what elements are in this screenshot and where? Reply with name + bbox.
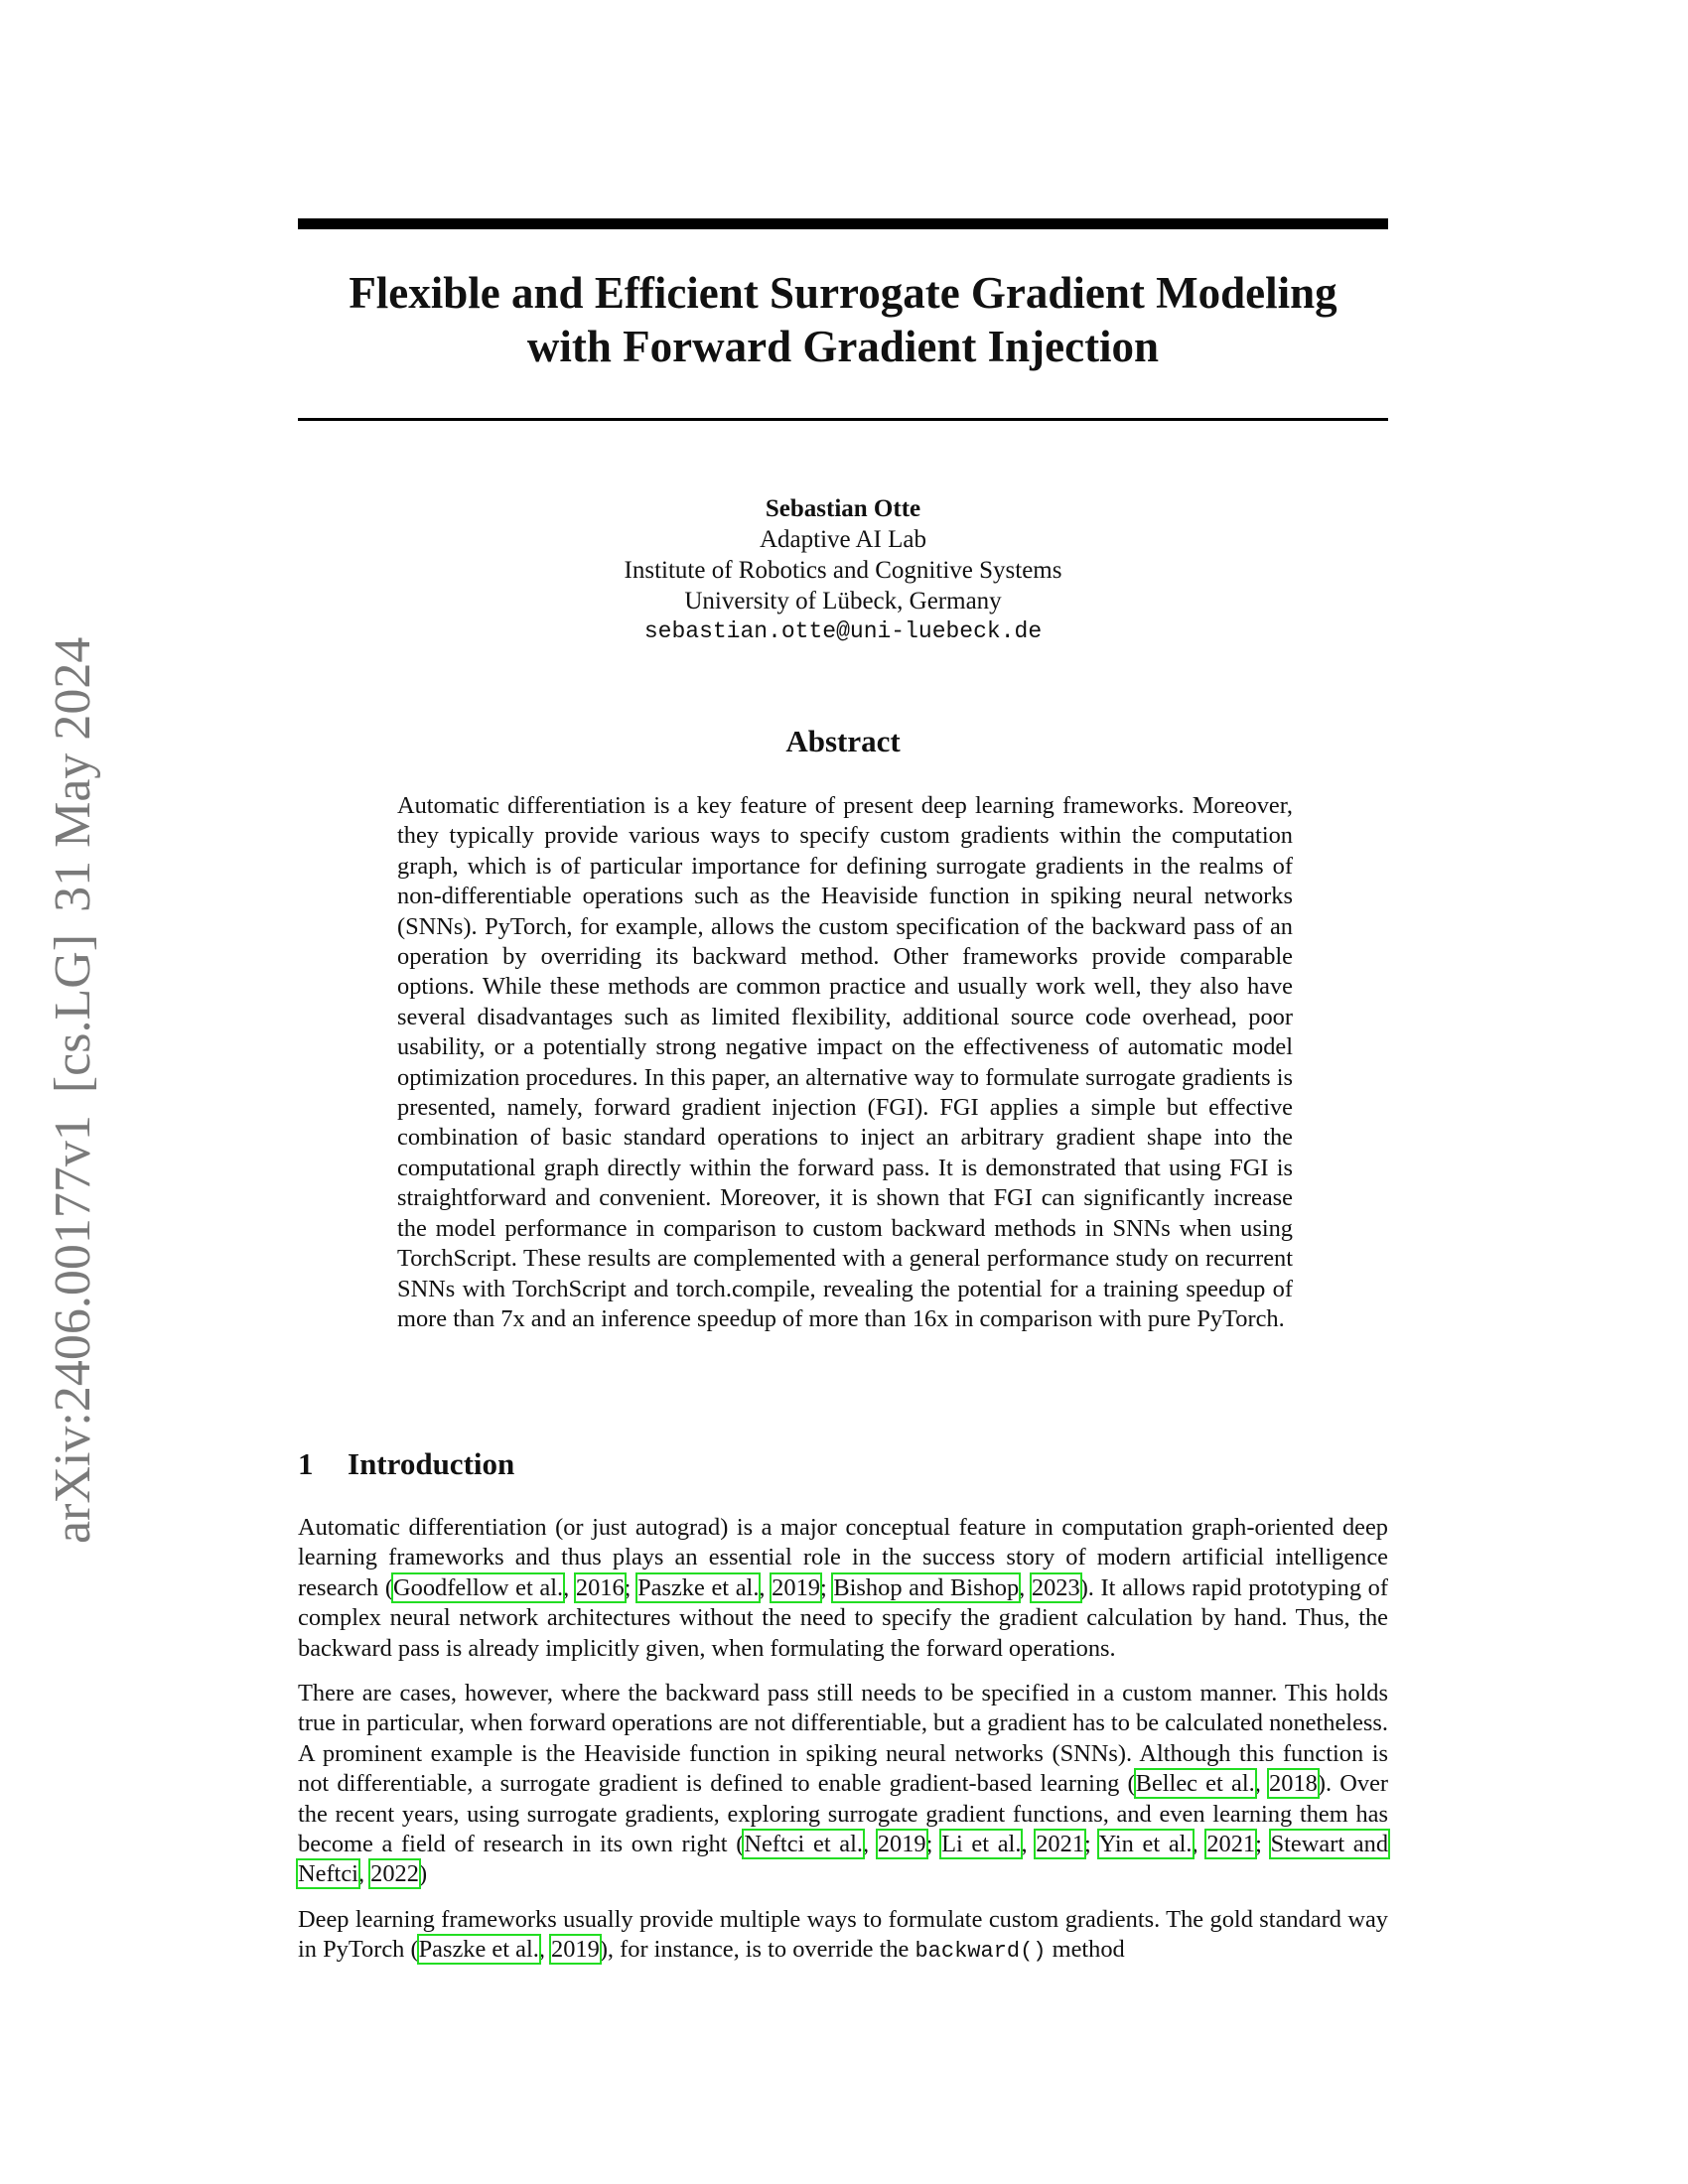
citation-link-goodfellow[interactable]: Goodfellow et al. (393, 1573, 564, 1601)
paragraph-text: ) (418, 1860, 428, 1888)
paragraph-text: Automatic differentiation (or just autograd) is a major conceptual feature in computation graph-oriented deep learning frameworks and thus plays an essential role in the success story of modern artificial intelligence research ( (298, 1514, 1388, 1601)
citation-year-link[interactable]: 2019 (877, 1831, 926, 1858)
citation-separator: , (1254, 1770, 1270, 1798)
citation-separator: , (759, 1573, 773, 1601)
citation-link-paszke[interactable]: Paszke et al. (418, 1936, 539, 1964)
introduction-body (298, 1513, 1388, 1982)
section-number: 1 (298, 1446, 314, 1481)
citation-separator: , (1019, 1573, 1032, 1601)
citation-link-stewart[interactable]: Stewart and Neftci (298, 1831, 1389, 1888)
section-heading-introduction (298, 1446, 514, 1482)
title-line-2: with Forward Gradient Injection (526, 322, 1160, 371)
affiliation-university: University of Lübeck, Germany (684, 588, 1002, 614)
paragraph-text: There are cases, however, where the backward pass still needs to be specified in a custom manner. This holds true in particular, when forward operations are not differentiable, but a gradient has to be calculated nonetheless. A prominent example is the Heaviside function in spiking neural networks (SNNs). Although this function is not differentiable, a surrogate gradient is defined to enable gradient-based learning ( (298, 1680, 1388, 1798)
citation-separator: ; (925, 1831, 942, 1858)
title-line-1: Flexible and Efficient Surrogate Gradient Modeling (349, 268, 1337, 318)
citation-link-bellec[interactable]: Bellec et al. (1135, 1770, 1255, 1798)
affiliation-lab: Adaptive AI Lab (759, 526, 926, 553)
arxiv-date: 31 May 2024 (45, 636, 101, 912)
citation-year-link[interactable]: 2022 (370, 1860, 419, 1888)
author-email[interactable]: sebastian.otte@uni-luebeck.de (643, 618, 1043, 644)
paragraph-text: method (1046, 1936, 1125, 1964)
inline-code-backward: backward() (914, 1939, 1047, 1965)
section-title: Introduction (348, 1446, 515, 1481)
citation-year-link[interactable]: 2021 (1206, 1831, 1256, 1858)
paragraph-text: ), for instance, is to override the (599, 1936, 915, 1964)
citation-link-neftci[interactable]: Neftci et al. (744, 1831, 863, 1858)
author-name: Sebastian Otte (765, 495, 921, 522)
citation-year-link[interactable]: 2016 (575, 1573, 625, 1601)
citation-separator: ; (819, 1573, 834, 1601)
author-block (298, 493, 1388, 647)
citation-separator: , (863, 1831, 878, 1858)
citation-year-link[interactable]: 2019 (772, 1573, 820, 1601)
intro-paragraph-1 (298, 1513, 1388, 1664)
intro-paragraph-3 (298, 1905, 1388, 1968)
citation-year-link[interactable]: 2019 (551, 1936, 600, 1964)
citation-year-link[interactable]: 2023 (1031, 1573, 1080, 1601)
citation-separator: , (563, 1573, 576, 1601)
citation-link-li[interactable]: Li et al. (941, 1831, 1022, 1858)
abstract-heading: Abstract (785, 724, 901, 758)
paragraph-text: ). Over the recent years, using surrogate gradients, exploring surrogate gradient functions, and even learning them has become a field of research in its own right ( (298, 1770, 1389, 1858)
citation-separator: ; (624, 1573, 638, 1601)
arxiv-identifier-stamp (45, 615, 101, 1544)
citation-separator: , (357, 1860, 371, 1888)
paper-title (298, 266, 1388, 373)
citation-separator: , (538, 1936, 552, 1964)
citation-link-paszke[interactable]: Paszke et al. (637, 1573, 760, 1601)
citation-link-yin[interactable]: Yin et al. (1098, 1831, 1193, 1858)
intro-paragraph-2 (298, 1679, 1388, 1890)
citation-year-link[interactable]: 2021 (1036, 1831, 1085, 1858)
citation-separator: ; (1255, 1831, 1271, 1858)
affiliation-institute: Institute of Robotics and Cognitive Systems (624, 557, 1062, 584)
citation-link-bishop[interactable]: Bishop and Bishop (833, 1573, 1020, 1601)
paragraph-text: Deep learning frameworks usually provide multiple ways to formulate custom gradients. The gold standard way in PyTorch ( (298, 1905, 1388, 1964)
title-top-rule (298, 218, 1388, 229)
citation-separator: , (1021, 1831, 1037, 1858)
title-bottom-rule (298, 418, 1388, 421)
citation-separator: , (1192, 1831, 1207, 1858)
arxiv-id: arXiv:2406.00177v1 (45, 1115, 101, 1544)
citation-separator: ; (1084, 1831, 1099, 1858)
abstract-text: Automatic differentiation is a key feature of present deep learning frameworks. Moreover, they typically provide various ways to specify custom gradients within the computation graph, which is of particular importance for defining surrogate gradients in the realms of non-differentiable operations such as the Heaviside function in spiking neural networks (SNNs). PyTorch, for example, allows the custom specification of the backward pass of an operation by overriding its backward method. Other frameworks provide comparable options. While these methods are common practice and usually work well, they also have several disadvantages such as limited flexibility, additional source code overhead, poor usability, or a potentially strong negative impact on the effectiveness of automatic model optimization procedures. In this paper, an alternative way to formulate surrogate gradients is presented, namely, forward gradient injection (FGI). FGI applies a simple but effective combination of basic standard operations to inject an arbitrary gradient shape into the computational graph directly within the forward pass. It is demonstrated that using FGI is straightforward and convenient. Moreover, it is shown that FGI can significantly increase the model performance in comparison to custom backward methods in SNNs when using TorchScript. These results are complemented with a general performance study on recurrent SNNs with TorchScript and torch.compile, revealing the potential for a training speedup of more than 7x and an inference speedup of more than 16x in comparison with pure PyTorch. (397, 792, 1293, 1332)
paragraph-text: ). It allows rapid prototyping of complex neural network architectures without the need to specify the gradient calculation by hand. Thus, the backward pass is already implicitly given, when formulating the forward operations. (298, 1573, 1388, 1662)
arxiv-category: [cs.LG] (45, 933, 101, 1094)
citation-year-link[interactable]: 2018 (1269, 1770, 1318, 1798)
